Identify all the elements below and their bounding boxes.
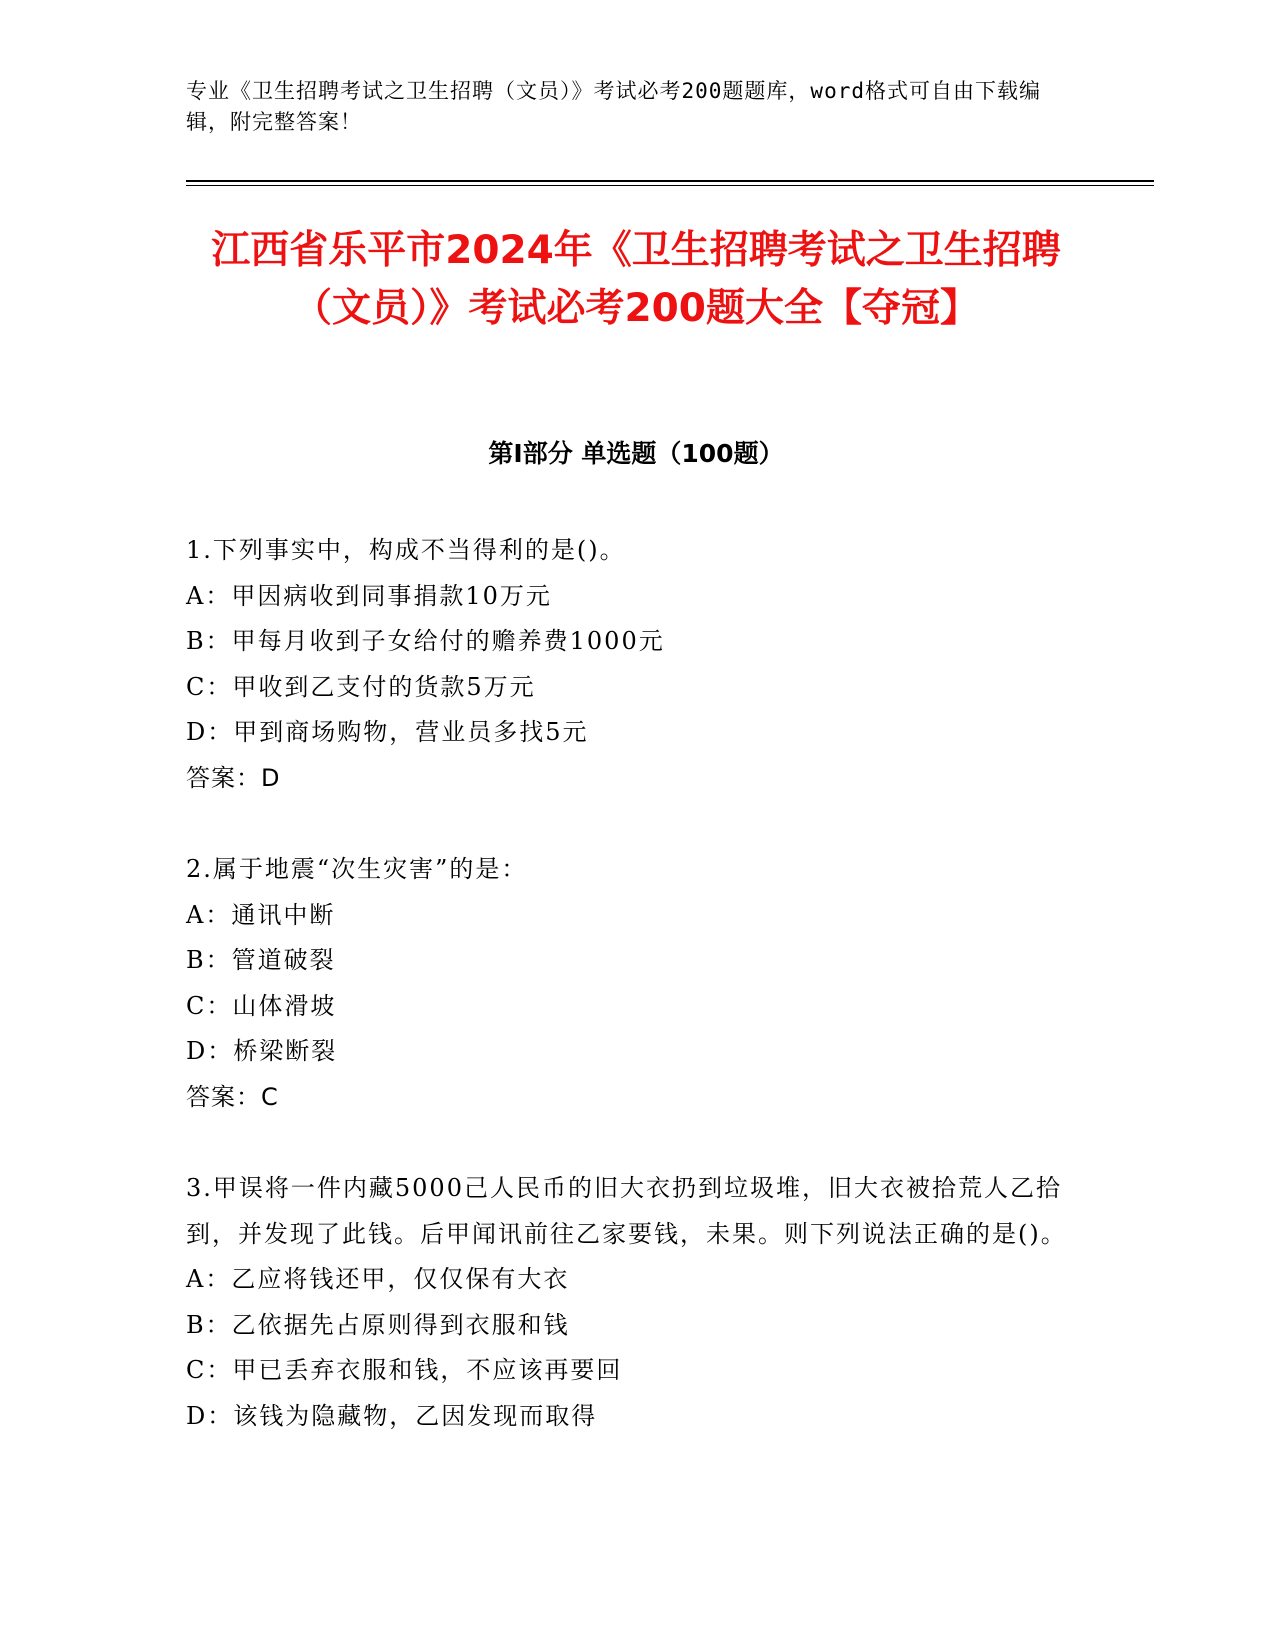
option-c: C：甲已丢弃衣服和钱，不应该再要回 bbox=[186, 1356, 623, 1384]
option-d: D：甲到商场购物，营业员多找5元 bbox=[186, 718, 589, 746]
option-a: A：甲因病收到同事捐款10万元 bbox=[186, 581, 552, 610]
question-stem: 3.甲误将一件内藏5000己人民币的旧大衣扔到垃圾堆，旧大衣被拾荒人乙拾到，并发现了此钱。后甲闻讯前往乙家要钱，未果。则下列说法正确的是()。 bbox=[186, 1174, 1067, 1248]
question-item bbox=[186, 847, 1086, 1120]
answer-line: 答案：C bbox=[186, 1082, 279, 1111]
question-stem: 1.下列事实中，构成不当得利的是()。 bbox=[186, 536, 626, 564]
option-b: B：甲每月收到子女给付的赡养费1000元 bbox=[186, 627, 665, 655]
question-list bbox=[186, 528, 1086, 1485]
option-b: B：管道破裂 bbox=[186, 946, 336, 974]
question-item bbox=[186, 1166, 1086, 1439]
question-stem: 2.属于地震“次生灾害”的是： bbox=[186, 855, 528, 883]
section-heading: 第I部分 单选题（100题） bbox=[488, 439, 784, 468]
answer-line: 答案：D bbox=[186, 763, 281, 792]
option-a: A：通讯中断 bbox=[186, 900, 336, 929]
option-d: D：该钱为隐藏物，乙因发现而取得 bbox=[186, 1401, 598, 1430]
option-b: B：乙依据先占原则得到衣服和钱 bbox=[186, 1310, 570, 1339]
header-rule-thick bbox=[186, 180, 1154, 182]
question-item bbox=[186, 528, 1086, 801]
header-rule-thin bbox=[186, 185, 1154, 186]
option-d: D：桥梁断裂 bbox=[186, 1037, 338, 1065]
option-a: A：乙应将钱还甲，仅仅保有大衣 bbox=[186, 1265, 570, 1293]
option-c: C：山体滑坡 bbox=[186, 991, 337, 1020]
intro-text: 专业《卫生招聘考试之卫生招聘（文员）》考试必考200题题库，word格式可自由下载编辑，附完整答案！ bbox=[186, 79, 1041, 134]
document-title: 江西省乐平市2024年《卫生招聘考试之卫生招聘（文员）》考试必考200题大全【夺冠】 bbox=[211, 228, 1061, 331]
option-c: C：甲收到乙支付的货款5万元 bbox=[186, 672, 536, 701]
